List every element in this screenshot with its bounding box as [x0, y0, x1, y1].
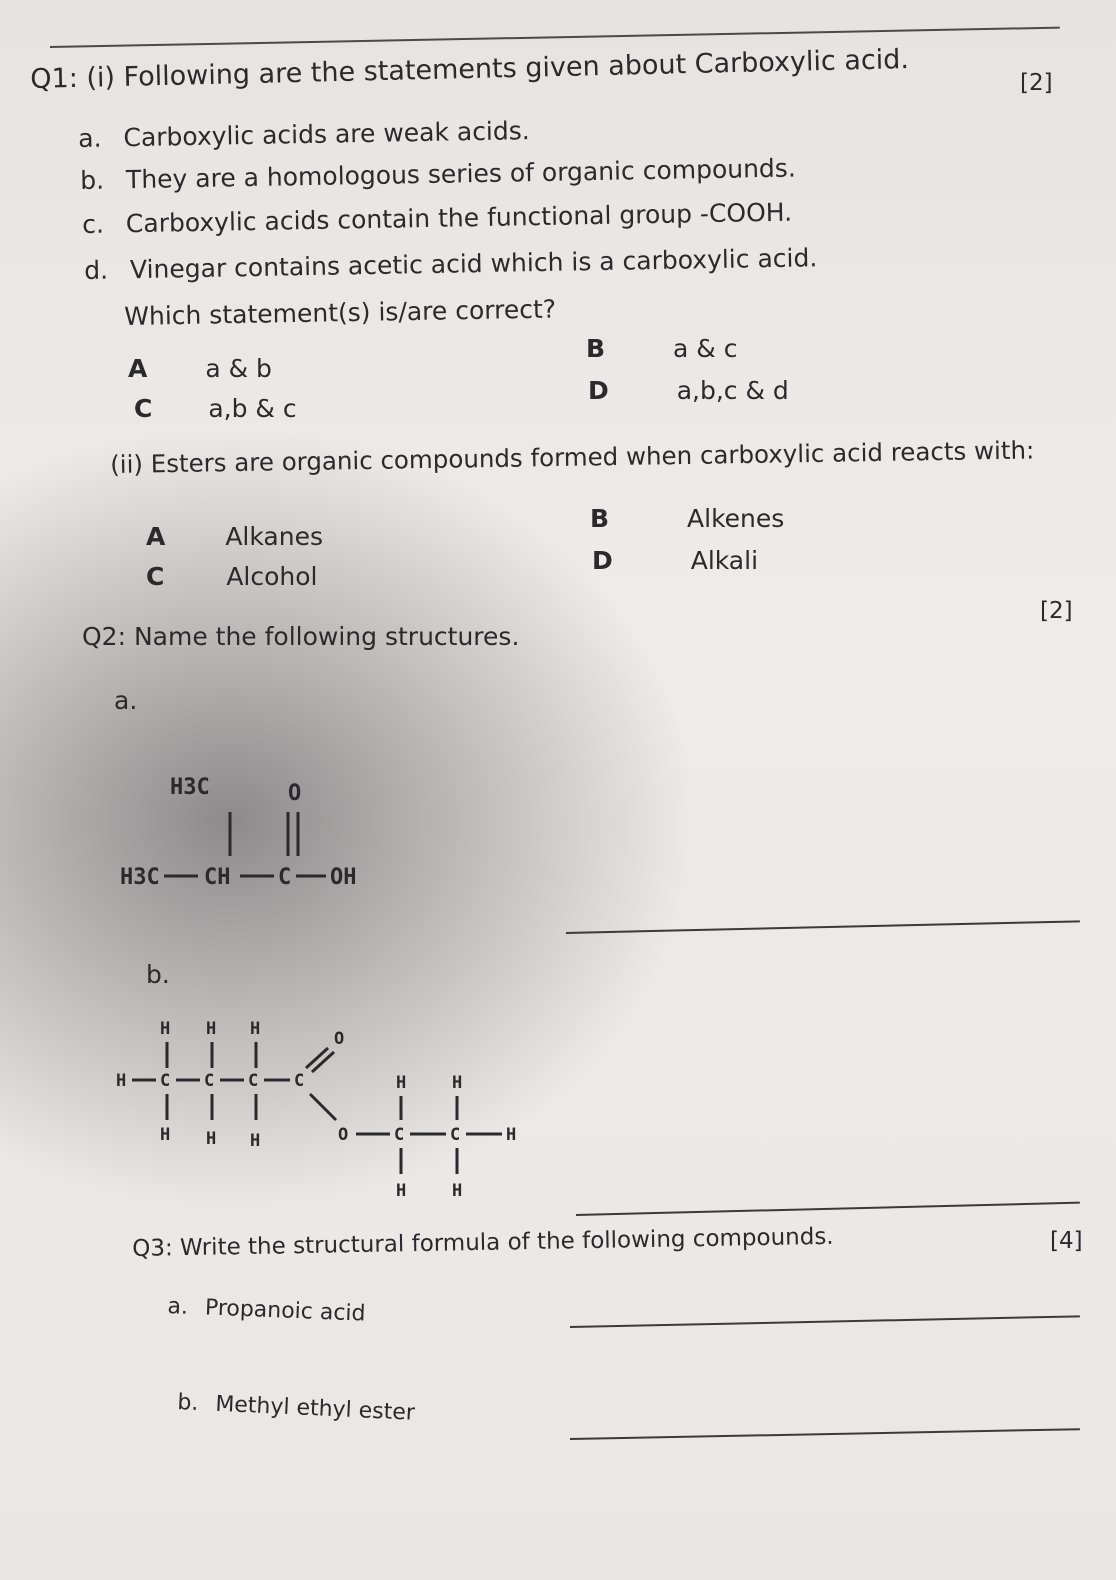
- struct-a-ch: CH: [204, 865, 231, 890]
- struct-b-atom-o: O: [334, 1029, 345, 1049]
- struct-b-atom-h: H: [250, 1019, 261, 1039]
- struct-b-atom-h: H: [206, 1129, 217, 1149]
- q3-item-a: [167, 1294, 366, 1327]
- struct-b-atom-h: H: [116, 1071, 127, 1091]
- q1-statement-d: [84, 243, 818, 285]
- item-text: Methyl ethyl ester: [214, 1391, 416, 1426]
- statement-text: Carboxylic acids contain the functional group -COOH.: [125, 197, 793, 239]
- statement-letter: a.: [78, 123, 102, 153]
- structure-b: [110, 1012, 560, 1222]
- struct-b-atom-h: H: [452, 1073, 463, 1093]
- statement-text: Carboxylic acids are weak acids.: [123, 116, 530, 153]
- statement-letter: b.: [80, 165, 105, 195]
- struct-b-atom-c: C: [204, 1071, 215, 1091]
- option-text: a & b: [205, 354, 272, 383]
- q1-option-c: [134, 394, 297, 423]
- q3-heading: Q3: Write the structural formula of the following compounds.: [132, 1223, 834, 1262]
- q1-part2-option-c: [146, 562, 318, 591]
- struct-a-o-top: O: [288, 781, 302, 806]
- option-text: Alkenes: [687, 504, 785, 533]
- item-text: Propanoic acid: [204, 1295, 366, 1327]
- option-letter: B: [586, 334, 606, 363]
- q1-part2-option-b: [590, 504, 784, 533]
- option-text: Alcohol: [226, 562, 318, 591]
- q1-option-b: [586, 334, 737, 363]
- q1-part2-option-a: [146, 522, 323, 551]
- option-letter: C: [134, 394, 153, 423]
- option-letter: A: [146, 522, 166, 551]
- option-text: a,b,c & d: [676, 376, 789, 405]
- statement-text: Vinegar contains acetic acid which is a carboxylic acid.: [129, 243, 818, 285]
- struct-b-atom-o: O: [338, 1125, 349, 1145]
- structure-a: [120, 760, 400, 900]
- option-letter: D: [588, 376, 609, 405]
- q2-marks: [2]: [1040, 598, 1073, 624]
- q1-option-a: [128, 354, 272, 383]
- struct-b-bond: [312, 1052, 334, 1072]
- struct-b-atom-h: H: [396, 1181, 407, 1201]
- struct-b-atom-h: H: [396, 1073, 407, 1093]
- struct-b-bond: [306, 1048, 328, 1068]
- option-letter: C: [146, 562, 165, 591]
- q2-b-label: b.: [146, 960, 170, 989]
- q1-marks: [2]: [1020, 70, 1053, 96]
- struct-b-atom-h: H: [506, 1125, 517, 1145]
- struct-b-atom-c: C: [160, 1071, 171, 1091]
- q3-item-b: [177, 1390, 416, 1426]
- statement-letter: c.: [82, 209, 105, 239]
- q2-heading: Q2: Name the following structures.: [82, 622, 520, 651]
- struct-b-atom-c: C: [394, 1125, 405, 1145]
- q2-a-answer-line[interactable]: [566, 920, 1080, 934]
- q1-statement-c: [82, 198, 792, 239]
- option-letter: D: [592, 546, 613, 575]
- q1-statement-a: [78, 116, 530, 153]
- q1-heading: Q1: (i) Following are the statements given about Carboxylic acid.: [30, 44, 910, 95]
- struct-b-atom-h: H: [452, 1181, 463, 1201]
- q2-a-label: a.: [114, 686, 138, 715]
- option-text: a,b & c: [208, 394, 297, 423]
- q3-a-answer-line[interactable]: [570, 1315, 1080, 1328]
- option-text: Alkanes: [225, 522, 323, 551]
- struct-a-oh: OH: [330, 865, 357, 890]
- q1-question: Which statement(s) is/are correct?: [124, 294, 557, 331]
- q3-marks: [4]: [1050, 1228, 1083, 1254]
- option-text: Alkali: [690, 546, 759, 575]
- statement-letter: d.: [84, 255, 109, 285]
- q1-part2-option-d: [592, 546, 758, 575]
- struct-b-atom-c: C: [294, 1071, 305, 1091]
- struct-b-atom-h: H: [160, 1019, 171, 1039]
- struct-b-atom-h: H: [206, 1019, 217, 1039]
- q1-part2-heading: (ii) Esters are organic compounds formed when carboxylic acid reacts with:: [110, 435, 1035, 479]
- struct-b-atom-h: H: [160, 1125, 171, 1145]
- option-letter: A: [128, 354, 148, 383]
- struct-b-bond: [310, 1094, 336, 1120]
- struct-a-h3c-chain: H3C: [120, 865, 160, 890]
- struct-b-atom-c: C: [248, 1071, 259, 1091]
- item-letter: b.: [176, 1390, 199, 1416]
- q1-option-d: [588, 376, 789, 405]
- struct-b-atom-c: C: [450, 1125, 461, 1145]
- option-text: a & c: [673, 334, 738, 363]
- statement-text: They are a homologous series of organic compounds.: [125, 153, 796, 195]
- q3-b-answer-line[interactable]: [570, 1428, 1080, 1440]
- struct-a-c: C: [278, 865, 292, 890]
- struct-a-h3c-top: H3C: [170, 775, 210, 800]
- q2-b-answer-line[interactable]: [576, 1202, 1080, 1216]
- item-letter: a.: [167, 1294, 189, 1320]
- option-letter: B: [590, 504, 610, 533]
- struct-b-atom-h: H: [250, 1131, 261, 1151]
- q1-statement-b: [80, 154, 796, 195]
